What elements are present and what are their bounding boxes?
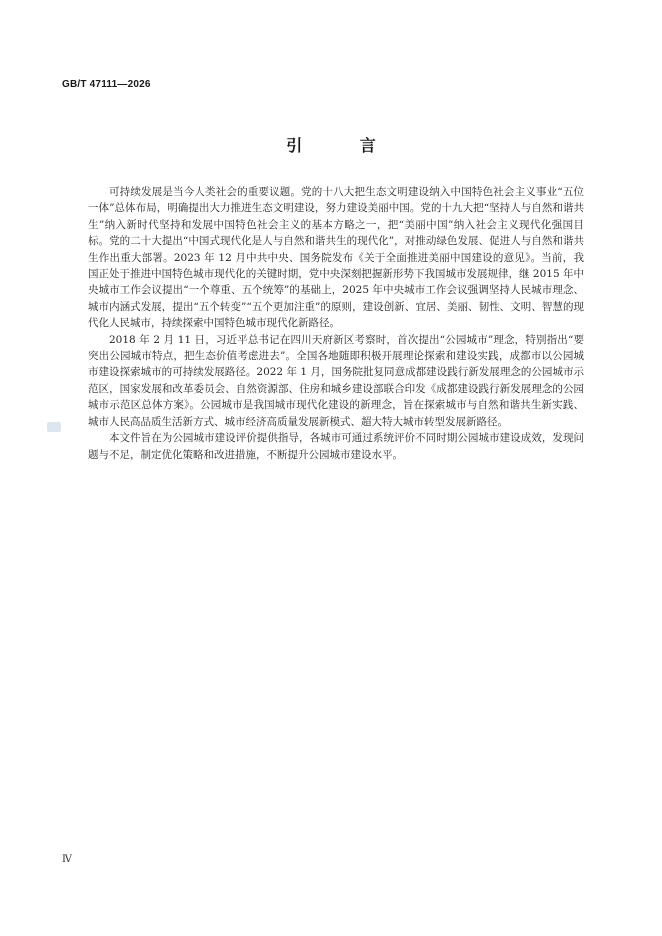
paragraph-3: 本文件旨在为公园城市建设评价提供指导，各城市可通过系统评价不同时期公园城市建设成效，发现问题与不足，制定优化策略和改进措施，不断提升公园城市建设水平。: [88, 432, 584, 461]
paragraph-1: 可持续发展是当今人类社会的重要议题。党的十八大把生态文明建设纳入中国特色社会主义事业“五位一体”总体布局，明确提出大力推进生态文明建设，努力建设美丽中国。党的十九大把“坚持人与自然和谐共生”纳入新时代坚持和发展中国特色社会主义的基本方略之一，把“美丽中国”纳入社会主义现代化强国目标。党的二十大提出“中国式现代化是人与自然和谐共生的现代化”，对推动绿色发展、促进人与自然和谐共生作出重大部署。2023 年 12 月中共中央、国务院发布《关于全面推进美丽中国建设的意见》。当前，我国正处于推进中国特色城市现代化的关键时期，党中央深刻把握新形势下我国城市发展规律，继 2015 年中央城市工作会议提出“一个尊重、五个统筹”的基础上，2025 年中央城市工作会议强调坚持人民城市理念、城市内涵式发展，提出“五个转变”“五个更加注重”的原则，建设创新、宜居、美丽、韧性、文明、智慧的现代化人民城市，持续探索中国特色城市现代化新路径。: [88, 186, 584, 330]
page-title: 引 言: [286, 136, 402, 155]
page-number: Ⅳ: [62, 854, 72, 865]
paragraph-2: 2018 年 2 月 11 日，习近平总书记在四川天府新区考察时，首次提出“公园城市”理念，特别指出“要突出公园城市特点，把生态价值考虑进去”。全国各地随即积极开展理论探索和建设实践，成都市以公园城市建设探索城市的可持续发展路径。2022 年 1 月，国务院批复同意成都建设践行新发展理念的公园城市示范区，国家发展和改革委员会、自然资源部、住房和城乡建设部联合印发《成都建设践行新发展理念的公园城市示范区总体方案》。公园城市是我国城市现代化建设的新理念，旨在探索城市与自然和谐共生新实践、城市人民高品质生活新方式、城市经济高质量发展新模式、超大特大城市转型发展新路径。: [88, 333, 584, 428]
side-watermark-icon: [47, 422, 61, 432]
standard-code: GB/T 47111—2026: [62, 79, 151, 90]
introduction-body: [88, 184, 584, 463]
